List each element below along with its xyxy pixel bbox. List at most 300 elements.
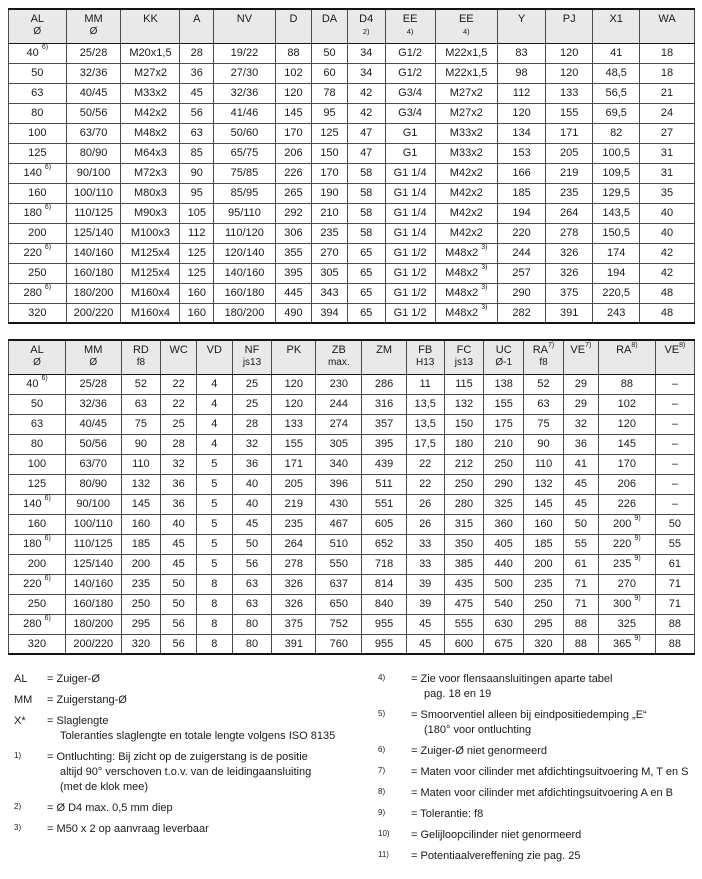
table-cell: 500 [484,574,524,594]
footnote-text: = Zuigerstang-Ø [47,694,127,706]
table-cell: 153 [498,143,546,163]
table-cell: 5 [196,554,232,574]
footnote-key: AL [14,673,28,685]
footnote-item [378,672,695,702]
table-cell: 100/110 [65,514,121,534]
table-cell: 33 [406,554,444,574]
footnote-text: = Maten voor cilinder met afdichtingsuitvoering M, T en S [411,766,689,778]
footnote-key: MM [14,694,33,706]
table-cell: G1 1/2 [385,243,435,263]
table-cell: 63 [180,123,214,143]
footnote-key: 2) [14,802,22,811]
table-cell: 75/85 [214,163,276,183]
table-cell: 605 [362,514,407,534]
footnote-key: 6) [378,745,386,754]
table-cell: 5 [196,514,232,534]
table-cell: 326 [272,574,316,594]
table-cell: 270 [312,243,348,263]
table-cell: 120 [272,394,316,414]
table-cell: 65 [347,283,385,303]
table-cell: 88 [655,634,694,654]
footnote-key: 7) [378,766,386,775]
table-cell: 63 [232,594,272,614]
table-cell: 320 [121,634,161,654]
table-cell: 52 [121,374,161,394]
table-cell: 50 [161,574,197,594]
table-cell: 212 [444,454,484,474]
table-cell: 40 [161,514,197,534]
table-cell: 160 [9,183,67,203]
table-cell: 58 [347,223,385,243]
footnotes-section [8,672,695,870]
table-cell: 58 [347,203,385,223]
column-header-a: A [180,9,214,43]
table-cell: 75 [524,414,564,434]
footnote-text: = Gelijloopcilinder niet genormeerd [411,829,582,841]
table-cell: M42x2 [435,203,497,223]
table-cell: 32/36 [66,63,121,83]
table-cell: 56 [180,103,214,123]
table-cell: 325 [598,614,655,634]
table-cell: – [655,434,694,454]
footnote-key: 3) [14,823,22,832]
table-cell: 8 [196,594,232,614]
table-cell: 250 [121,594,161,614]
table-cell: 551 [362,494,407,514]
table-cell: M48x2 $^{3)}$ [435,243,497,263]
column-header-ee: EE 4) [385,9,435,43]
table-cell: 88 [598,374,655,394]
column-header-d4: D4 2) [347,9,385,43]
table-row [9,83,695,103]
table-cell: 36 [563,434,598,454]
table-cell: 257 [498,263,546,283]
table-cell: M80x3 [121,183,180,203]
table-cell: 90/100 [65,494,121,514]
table-cell: 45 [161,534,197,554]
table-cell: 280 $^{6)}$ [9,614,66,634]
table-cell: 71 [563,594,598,614]
table-row [9,283,695,303]
table-cell: 170 [275,123,311,143]
table-cell: M48x2 [121,123,180,143]
table-cell: 34 [347,43,385,63]
table-cell: 125/140 [66,223,121,243]
table-cell: 5 [196,534,232,554]
table-cell: 220,5 [593,283,640,303]
table-row [9,103,695,123]
table-cell: 36 [180,63,214,83]
column-header-ra: RA$^{7)}$ f8 [524,340,564,374]
table-cell: 90 [121,434,161,454]
table-cell: M125x4 [121,263,180,283]
column-header-d: D [275,9,311,43]
table-cell: 180 $^{6)}$ [9,203,67,223]
table-cell: 110/120 [214,223,276,243]
table-cell: 200/220 [65,634,121,654]
table-cell: 102 [598,394,655,414]
table-cell: 13,5 [406,394,444,414]
column-header-y: Y [498,9,546,43]
table-cell: 100 [9,454,66,474]
table-row [9,223,695,243]
table-cell: 235 [312,223,348,243]
table-cell: 510 [316,534,362,554]
table-cell: 8 [196,634,232,654]
table-cell: 243 [593,303,640,323]
table-cell: 295 [121,614,161,634]
table-cell: 134 [498,123,546,143]
table-cell: 71 [563,574,598,594]
table-cell: 36 [161,494,197,514]
table-cell: 140/160 [214,263,276,283]
footnote-item [14,693,378,708]
table-cell: 41 [563,454,598,474]
table-cell: 125 [9,474,66,494]
table-cell: 235 [524,574,564,594]
table-row [9,494,695,514]
table-cell: 39 [406,594,444,614]
table-cell: 34 [347,63,385,83]
table-cell: 125 [180,243,214,263]
table-cell: 100,5 [593,143,640,163]
table-cell: M160x4 [121,303,180,323]
column-header-vd: VD [196,340,232,374]
table-cell: 180/200 [65,614,121,634]
table-cell: 219 [272,494,316,514]
table-cell: 155 [546,103,593,123]
table-cell: 5 [196,474,232,494]
table-cell: 8 [196,614,232,634]
table-cell: 175 [484,414,524,434]
table-cell: 29 [563,394,598,414]
table-cell: G1 1/2 [385,283,435,303]
table-cell: 200 [9,554,66,574]
table-cell: M64x3 [121,143,180,163]
column-header-pj: PJ [546,9,593,43]
table-cell: M48x2 $^{3)}$ [435,283,497,303]
table-cell: 63/70 [65,454,121,474]
table-cell: 88 [563,614,598,634]
table-row [9,534,695,554]
table-cell: 31 [640,163,695,183]
table-cell: 174 [593,243,640,263]
table-cell: 340 [316,454,362,474]
table-cell: 305 [312,263,348,283]
table-cell: M100x3 [121,223,180,243]
table-cell: 47 [347,123,385,143]
table-cell: 80/90 [66,143,121,163]
table-cell: 140 $^{6)}$ [9,163,67,183]
table-cell: 42 [640,263,695,283]
table-cell: M48x2 $^{3)}$ [435,303,497,323]
table-cell: 28 [161,434,197,454]
table-cell: 120 [272,374,316,394]
table-cell: 637 [316,574,362,594]
table-cell: 42 [640,243,695,263]
table-cell: 18 [640,63,695,83]
footnote-key: 11) [378,850,389,859]
table-cell: 22 [161,394,197,414]
table-cell: 220 $^{6)}$ [9,574,66,594]
table-cell: 56 [232,554,272,574]
table-cell: 36 [232,454,272,474]
table-row [9,574,695,594]
table-cell: 83 [498,43,546,63]
table-cell: 760 [316,634,362,654]
table-cell: 280 $^{6)}$ [9,283,67,303]
table-cell: 48 [640,303,695,323]
table-cell: 41/46 [214,103,276,123]
table-cell: 375 [546,283,593,303]
table-cell: 652 [362,534,407,554]
table-cell: 125 [9,143,67,163]
table-cell: 115 [444,374,484,394]
footnote-text: = Zuiger-Ø [47,673,100,685]
table-cell: 445 [275,283,311,303]
table-cell: 320 [9,303,67,323]
table-cell: 600 [444,634,484,654]
table-cell: 120 [546,43,593,63]
table-cell: 140 $^{6)}$ [9,494,66,514]
table-cell: M42x2 [435,183,497,203]
table-row [9,594,695,614]
table-cell: G1/2 [385,63,435,83]
table-cell: 264 [272,534,316,554]
table-cell: – [655,494,694,514]
footnote-key: 5) [378,709,386,718]
table-cell: 171 [546,123,593,143]
table-cell: 40 [640,203,695,223]
table-cell: 90 [180,163,214,183]
table-cell: 320 [9,634,66,654]
table-cell: 56 [161,614,197,634]
table-cell: 36 [161,474,197,494]
header-row [9,9,695,43]
table-cell: 132 [524,474,564,494]
table-cell: 219 [546,163,593,183]
table-row [9,414,695,434]
table-cell: 120 [598,414,655,434]
footnote-key: 1) [14,751,22,760]
table-cell: 41 [593,43,640,63]
table-cell: 40 $^{6)}$ [9,43,67,63]
footnote-item [378,849,695,864]
table-cell: 235 $^{9)}$ [598,554,655,574]
table-cell: 133 [546,83,593,103]
table-cell: 45 [180,83,214,103]
column-header-x1: X1 [593,9,640,43]
table-cell: 278 [546,223,593,243]
table-cell: 55 [655,534,694,554]
table-cell: 25 [232,394,272,414]
table-cell: 25 [232,374,272,394]
column-header-mm: MM Ø [66,9,121,43]
table-cell: 112 [180,223,214,243]
column-header-pk: PK [272,340,316,374]
table-cell: 95 [312,103,348,123]
table-cell: 718 [362,554,407,574]
table-cell: 88 [275,43,311,63]
table-row [9,163,695,183]
table-cell: 396 [316,474,362,494]
table-cell: G1 [385,143,435,163]
table-cell: 226 [598,494,655,514]
table-cell: 88 [563,634,598,654]
table-cell: 160 [9,514,66,534]
table-cell: M22x1,5 [435,43,497,63]
table-cell: G1 1/4 [385,203,435,223]
table-cell: 326 [546,243,593,263]
footnote-text: = Ontluchting: Bij zicht op de zuigerstang is de positie altijd 90° verschoven t.o.v. van de leidingaansluiting (met de klok mee) [47,751,312,793]
footnote-text: = Zuiger-Ø niet genormeerd [411,745,548,757]
table-cell: 555 [444,614,484,634]
table-cell: 180 [444,434,484,454]
table-cell: 40/45 [66,83,121,103]
table-cell: 235 [546,183,593,203]
table-cell: 160/180 [65,594,121,614]
column-header-wa: WA [640,9,695,43]
footnote-item [378,828,695,843]
table-cell: 185 [121,534,161,554]
table-cell: 69,5 [593,103,640,123]
table-cell: 120 [275,83,311,103]
table-row [9,514,695,534]
column-header-nf: NF js13 [232,340,272,374]
table-cell: 25/28 [65,374,121,394]
table-cell: 27 [640,123,695,143]
table-cell: M48x2 $^{3)}$ [435,263,497,283]
table-cell: 250 [9,263,67,283]
table-cell: 290 [484,474,524,494]
table-cell: 5 [196,454,232,474]
footnote-item [14,801,378,816]
table-cell: 315 [444,514,484,534]
table-cell: M27x2 [435,83,497,103]
footnotes-left-column [14,672,378,870]
table-cell: 11 [406,374,444,394]
table-cell: 814 [362,574,407,594]
table-cell: 58 [347,183,385,203]
table-cell: 28 [180,43,214,63]
table-cell: 325 [484,494,524,514]
table-cell: 395 [275,263,311,283]
table-cell: 56 [161,634,197,654]
column-header-rd: RD f8 [121,340,161,374]
table-cell: 200 [121,554,161,574]
table-cell: 45 [161,554,197,574]
table-cell: 292 [275,203,311,223]
table-row [9,263,695,283]
table-cell: 210 [312,203,348,223]
table-cell: 90 [524,434,564,454]
table-cell: 32 [232,434,272,454]
table-cell: 63 [232,574,272,594]
table-cell: – [655,414,694,434]
table-cell: 19/22 [214,43,276,63]
column-header-al: AL Ø [9,9,67,43]
footnote-text: = Tolerantie: f8 [411,808,484,820]
table-cell: 50 [9,63,67,83]
table-cell: M33x2 [435,123,497,143]
table-cell: 185 [524,534,564,554]
table-cell: 160 [121,514,161,534]
table-cell: 120/140 [214,243,276,263]
table-cell: 71 [655,574,694,594]
table-cell: 138 [484,374,524,394]
table-row [9,303,695,323]
table-cell: 140/160 [66,243,121,263]
table-cell: 40 $^{6)}$ [9,374,66,394]
table-cell: 145 [524,494,564,514]
table-cell: 316 [362,394,407,414]
table-row [9,614,695,634]
footnote-text: = Smoorventiel alleen bij eindpositiedemping „E“ (180° voor ontluchting [411,709,647,736]
table-cell: 160 [180,283,214,303]
table-cell: 85 [180,143,214,163]
column-header-al: AL Ø [9,340,66,374]
table-row [9,554,695,574]
footnote-text: = Potentiaalvereffening zie pag. 25 [411,850,581,862]
table-cell: 22 [161,374,197,394]
table-cell: 40 [232,474,272,494]
table-cell: 29 [563,374,598,394]
table-cell: 270 [598,574,655,594]
table-cell: 280 [444,494,484,514]
table-cell: 17,5 [406,434,444,454]
table-cell: 180/200 [66,283,121,303]
footnote-key: 9) [378,808,386,817]
table-cell: 42 [347,83,385,103]
table-cell: 435 [444,574,484,594]
table-cell: G1 1/4 [385,163,435,183]
table-cell: 63/70 [66,123,121,143]
table-cell: 295 [524,614,564,634]
table-cell: 58 [347,163,385,183]
table-row [9,143,695,163]
table-cell: 265 [275,183,311,203]
column-header-wc: WC [161,340,197,374]
table-cell: 22 [406,454,444,474]
table-cell: 282 [498,303,546,323]
table-cell: 278 [272,554,316,574]
table-cell: 63 [121,394,161,414]
table-cell: 250 [9,594,66,614]
table-cell: 61 [655,554,694,574]
table-cell: M42x2 [435,223,497,243]
table-cell: 394 [312,303,348,323]
table-cell: 220 $^{9)}$ [598,534,655,554]
table-cell: 25 [161,414,197,434]
table-cell: M42x2 [435,163,497,183]
table-cell: 210 [484,434,524,454]
table-row [9,183,695,203]
table-cell: – [655,374,694,394]
table-cell: 200/220 [66,303,121,323]
column-header-fc: FC js13 [444,340,484,374]
table-cell: 80 [232,614,272,634]
table-cell: 145 [598,434,655,454]
table-cell: 50 [9,394,66,414]
table-cell: 112 [498,83,546,103]
footnote-item [14,672,378,687]
table-cell: 190 [312,183,348,203]
table-cell: G1 1/2 [385,303,435,323]
table-cell: 50/56 [65,434,121,454]
table-cell: M42x2 [121,103,180,123]
table-row [9,474,695,494]
table-cell: 160 [524,514,564,534]
